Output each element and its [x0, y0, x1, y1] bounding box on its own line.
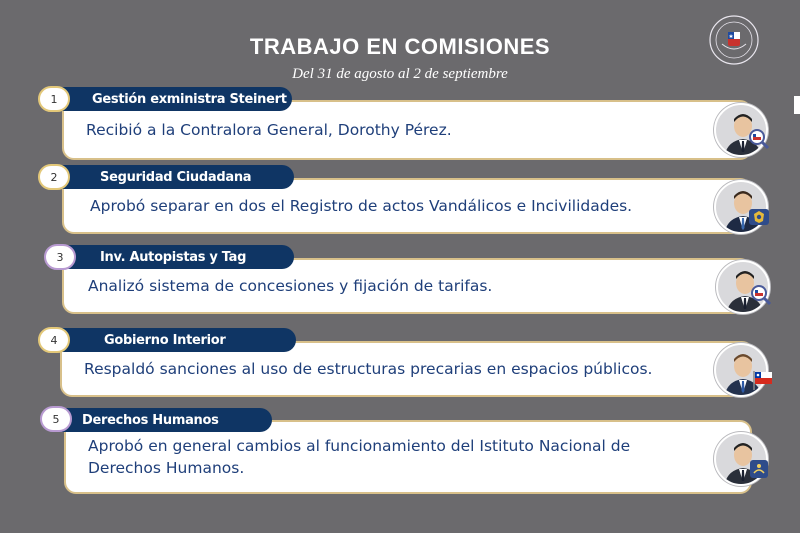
- chile-flag-icon: [752, 369, 774, 391]
- page-title: TRABAJO EN COMISIONES: [249, 34, 551, 59]
- item-number-badge: 3: [44, 244, 76, 270]
- magnifier-flag-icon: [750, 284, 772, 306]
- edge-tab: [794, 96, 800, 114]
- commission-label-text: Inv. Autopistas y Tag: [100, 249, 247, 265]
- chamber-seal-icon: [708, 14, 760, 66]
- commission-label-text: Seguridad Ciudadana: [100, 169, 252, 185]
- item-number-badge: 2: [38, 164, 70, 190]
- commission-text: Analizó sistema de concesiones y fijación de tarifas.: [88, 277, 493, 295]
- police-badge-icon: [748, 206, 770, 228]
- commission-label-text: Derechos Humanos: [82, 412, 219, 428]
- page-subtitle: Del 31 de agosto al 2 de septiembre: [292, 66, 508, 82]
- commission-label: [56, 328, 296, 352]
- item-number-badge: 4: [38, 327, 70, 353]
- magnifier-flag-icon: [748, 128, 770, 150]
- human-rights-book-icon: [748, 458, 770, 480]
- commission-label: [62, 245, 294, 269]
- commission-label: [56, 87, 292, 111]
- item-number-badge: 5: [40, 406, 72, 432]
- commission-label: [58, 408, 272, 432]
- item-number-badge: 1: [38, 86, 70, 112]
- commission-label-text: Gestión exministra Steinert: [92, 91, 287, 107]
- commission-text: Respaldó sanciones al uso de estructuras precarias en espacios públicos.: [84, 360, 653, 378]
- commission-text: Aprobó en general cambios al funcionamiento del Istituto Nacional de Derechos Humanos.: [88, 437, 631, 477]
- commission-label-text: Gobierno Interior: [104, 332, 226, 348]
- commission-text: Aprobó separar en dos el Registro de actos Vandálicos e Incivilidades.: [90, 197, 633, 215]
- commission-text: Recibió a la Contralora General, Dorothy Pérez.: [86, 121, 452, 139]
- commission-label: [56, 165, 294, 189]
